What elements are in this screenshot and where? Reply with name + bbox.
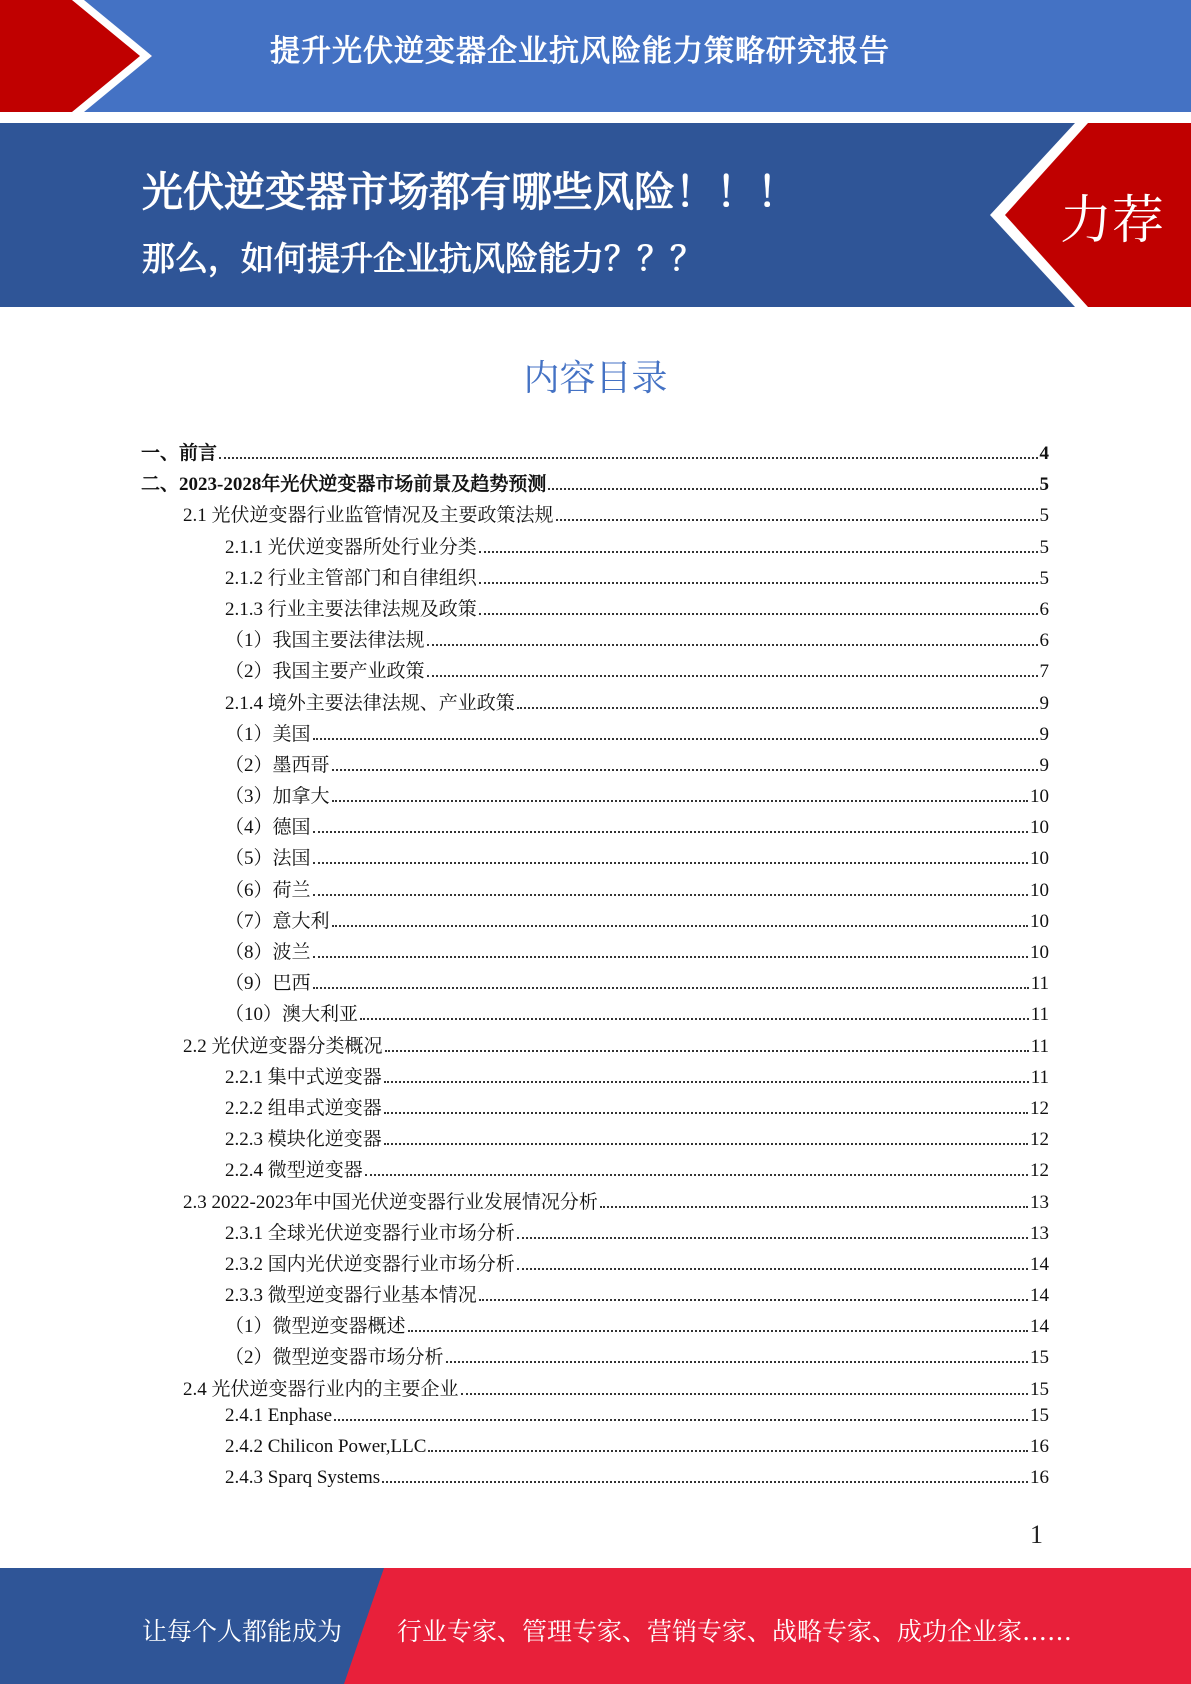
- toc-entry[interactable]: [141, 1436, 1049, 1467]
- toc-leader-dots: [479, 613, 1038, 615]
- toc-entry-page: 6: [1039, 630, 1049, 652]
- toc-entry-label: 2.3 2022-2023年中国光伏逆变器行业发展情况分析: [183, 1191, 598, 1213]
- toc-leader-dots: [428, 1450, 1028, 1452]
- toc-leader-dots: [479, 582, 1038, 584]
- toc-entry-page: 14: [1030, 1253, 1049, 1275]
- toc-entry-page: 13: [1030, 1222, 1049, 1244]
- toc-entry-label: 2.3.3 微型逆变器行业基本情况: [225, 1285, 477, 1307]
- recommend-badge: 力荐: [1060, 191, 1165, 251]
- toc-entry[interactable]: [141, 1093, 1049, 1124]
- toc-entry-label: （1）我国主要法律法规: [225, 630, 425, 652]
- toc-entry[interactable]: [141, 719, 1049, 750]
- toc-entry-page: 5: [1039, 474, 1049, 496]
- toc-entry-page: 12: [1030, 1160, 1049, 1182]
- toc-entry-page: 12: [1030, 1097, 1049, 1119]
- toc-entry[interactable]: [141, 750, 1049, 781]
- toc-entry[interactable]: [141, 1280, 1049, 1311]
- toc-entry-page: 4: [1039, 443, 1049, 464]
- toc-entry[interactable]: [141, 594, 1049, 625]
- toc-leader-dots: [427, 644, 1038, 646]
- toc-entry-page: 9: [1039, 723, 1049, 745]
- toc-entry[interactable]: [141, 1467, 1049, 1498]
- toc-title: 内容目录: [523, 358, 668, 399]
- toc-entry[interactable]: [141, 625, 1049, 656]
- toc-leader-dots: [427, 675, 1038, 677]
- toc-entry-label: 2.4.1 Enphase: [225, 1404, 333, 1426]
- toc-entry[interactable]: [141, 1311, 1049, 1342]
- toc-entry-page: 5: [1039, 536, 1049, 558]
- toc-entry-label: （2）我国主要产业政策: [225, 661, 425, 683]
- toc-entry-page: 15: [1030, 1404, 1049, 1426]
- hero-subheadline: 那么，如何提升企业抗风险能力？？？: [142, 239, 703, 278]
- report-title: 提升光伏逆变器企业抗风险能力策略研究报告: [270, 34, 890, 69]
- toc-leader-dots: [384, 1143, 1028, 1145]
- footer-slogan-right: 行业专家、管理专家、营销专家、战略专家、成功企业家……: [397, 1617, 1073, 1646]
- toc-entry[interactable]: [141, 563, 1049, 594]
- toc-entry-page: 10: [1030, 848, 1049, 870]
- toc-leader-dots: [548, 488, 1037, 490]
- toc-entry[interactable]: [141, 1187, 1049, 1218]
- toc-entry-page: 10: [1030, 942, 1049, 963]
- toc-entry[interactable]: [141, 812, 1049, 843]
- toc-leader-dots: [556, 519, 1038, 521]
- toc-entry[interactable]: [141, 469, 1049, 500]
- toc-leader-dots: [313, 862, 1028, 864]
- toc-entry-page: 10: [1030, 879, 1049, 901]
- toc-entry[interactable]: [141, 1374, 1049, 1405]
- toc-entry[interactable]: [141, 843, 1049, 874]
- toc-entry-page: 10: [1030, 910, 1049, 932]
- toc-entry-label: 2.1.1 光伏逆变器所处行业分类: [225, 536, 477, 558]
- toc-entry-label: （7）意大利: [225, 910, 330, 932]
- toc-entry[interactable]: [141, 1124, 1049, 1155]
- toc-leader-dots: [517, 1268, 1028, 1270]
- toc-leader-dots: [334, 1419, 1028, 1421]
- top-banner: [0, 0, 1191, 112]
- toc-leader-dots: [385, 1050, 1029, 1052]
- toc-entry-page: 13: [1030, 1191, 1049, 1213]
- toc-entry-label: 2.2.2 组串式逆变器: [225, 1097, 382, 1119]
- toc-leader-dots: [384, 1112, 1028, 1114]
- toc-entry-page: 14: [1030, 1285, 1049, 1307]
- toc-entry-label: 2.2 光伏逆变器分类概况: [183, 1035, 383, 1057]
- toc-entry-label: 2.3.1 全球光伏逆变器行业市场分析: [225, 1222, 515, 1244]
- toc-entry-page: 11: [1030, 973, 1049, 995]
- toc-leader-dots: [332, 925, 1028, 927]
- toc-entry-page: 5: [1039, 505, 1049, 527]
- toc-entry-label: （3）加拿大: [225, 786, 330, 808]
- toc-entry-page: 5: [1039, 567, 1049, 589]
- toc-entry-label: （6）荷兰: [225, 879, 311, 901]
- toc-entry-page: 6: [1039, 598, 1049, 620]
- toc-leader-dots: [332, 800, 1028, 802]
- toc-entry-page: 15: [1030, 1347, 1049, 1369]
- toc-entry-label: 二、2023-2028年光伏逆变器市场前景及趋势预测: [141, 474, 547, 496]
- toc-entry-page: 16: [1030, 1467, 1049, 1489]
- toc-entry-label: 2.2.1 集中式逆变器: [225, 1066, 382, 1088]
- toc-leader-dots: [479, 1299, 1028, 1301]
- toc-entry-page: 10: [1030, 786, 1049, 808]
- toc-entry-page: 11: [1030, 1066, 1049, 1088]
- toc-entry-page: 16: [1030, 1436, 1049, 1457]
- toc-leader-dots: [461, 1393, 1028, 1395]
- toc-entry-label: （5）法国: [225, 848, 311, 870]
- toc-entry[interactable]: [141, 1405, 1049, 1436]
- toc-leader-dots: [600, 1206, 1028, 1208]
- toc-entry-page: 12: [1030, 1129, 1049, 1151]
- toc-entry-label: 2.1.4 境外主要法律法规、产业政策: [225, 692, 515, 714]
- toc-entry-label: 2.3.2 国内光伏逆变器行业市场分析: [225, 1253, 515, 1275]
- toc-entry[interactable]: [141, 1031, 1049, 1062]
- toc-entry-label: （1）微型逆变器概述: [225, 1316, 406, 1338]
- toc-entry-label: （8）波兰: [225, 942, 311, 963]
- toc-entry-label: 2.1 光伏逆变器行业监管情况及主要政策法规: [183, 505, 554, 527]
- toc-entry[interactable]: [141, 875, 1049, 906]
- toc-entry-label: 2.1.3 行业主要法律法规及政策: [225, 598, 477, 620]
- toc-entry-page: 15: [1030, 1378, 1049, 1400]
- toc-leader-dots: [382, 1481, 1028, 1483]
- table-of-contents: [141, 438, 1049, 1498]
- toc-entry[interactable]: [141, 906, 1049, 937]
- toc-entry[interactable]: [141, 1155, 1049, 1186]
- toc-leader-dots: [384, 1081, 1029, 1083]
- toc-leader-dots: [479, 551, 1038, 553]
- toc-entry-label: （9）巴西: [225, 973, 311, 995]
- toc-entry-label: 2.2.4 微型逆变器: [225, 1160, 363, 1182]
- toc-leader-dots: [408, 1330, 1028, 1332]
- toc-leader-dots: [313, 894, 1028, 896]
- toc-entry-page: 10: [1030, 817, 1049, 839]
- toc-leader-dots: [446, 1361, 1028, 1363]
- toc-entry[interactable]: [141, 968, 1049, 999]
- toc-entry-label: 2.4.3 Sparq Systems: [225, 1467, 381, 1489]
- toc-entry-label: （2）墨西哥: [225, 754, 330, 776]
- hero-headline: 光伏逆变器市场都有哪些风险！！！: [142, 168, 798, 216]
- toc-entry[interactable]: [141, 532, 1049, 563]
- toc-entry-label: （2）微型逆变器市场分析: [225, 1347, 444, 1369]
- toc-entry-page: 11: [1030, 1004, 1049, 1026]
- toc-entry-label: 2.1.2 行业主管部门和自律组织: [225, 567, 477, 589]
- toc-entry[interactable]: [141, 688, 1049, 719]
- toc-entry[interactable]: [141, 1062, 1049, 1093]
- toc-entry[interactable]: [141, 937, 1049, 968]
- toc-entry[interactable]: [141, 656, 1049, 687]
- toc-leader-dots: [313, 831, 1028, 833]
- page-number: 1: [1030, 1520, 1043, 1549]
- toc-leader-dots: [332, 769, 1038, 771]
- toc-entry-label: （10）澳大利亚: [225, 1004, 359, 1026]
- footer-slogan-left: 让每个人都能成为: [142, 1617, 343, 1646]
- toc-leader-dots: [517, 707, 1038, 709]
- toc-entry[interactable]: [141, 1342, 1049, 1373]
- toc-entry-page: 14: [1030, 1316, 1049, 1338]
- footer: [0, 1568, 1191, 1684]
- toc-entry[interactable]: [141, 781, 1049, 812]
- top-red-arrow: [0, 0, 152, 112]
- toc-entry-label: （4）德国: [225, 817, 311, 839]
- toc-entry-page: 11: [1030, 1035, 1049, 1057]
- toc-entry[interactable]: [141, 999, 1049, 1030]
- toc-entry-label: 一、前言: [141, 443, 218, 464]
- toc-entry-label: 2.4 光伏逆变器行业内的主要企业: [183, 1378, 459, 1400]
- toc-leader-dots: [365, 1174, 1028, 1176]
- toc-entry-label: 2.2.3 模块化逆变器: [225, 1129, 382, 1151]
- toc-entry[interactable]: [141, 1249, 1049, 1280]
- toc-entry-page: 7: [1039, 661, 1049, 683]
- toc-entry-label: （1）美国: [225, 723, 311, 745]
- toc-entry-label: 2.4.2 Chilicon Power,LLC: [225, 1436, 427, 1457]
- toc-leader-dots: [313, 956, 1028, 958]
- hero-banner: [0, 123, 1191, 307]
- toc-entry-page: 9: [1039, 754, 1049, 776]
- toc-leader-dots: [517, 1237, 1028, 1239]
- toc-leader-dots: [360, 1018, 1029, 1020]
- toc-leader-dots: [313, 987, 1029, 989]
- toc-entry[interactable]: [141, 500, 1049, 531]
- toc-entry[interactable]: [141, 1218, 1049, 1249]
- toc-entry[interactable]: [141, 438, 1049, 469]
- toc-leader-dots: [219, 457, 1037, 459]
- toc-leader-dots: [313, 738, 1038, 740]
- toc-entry-page: 9: [1039, 692, 1049, 714]
